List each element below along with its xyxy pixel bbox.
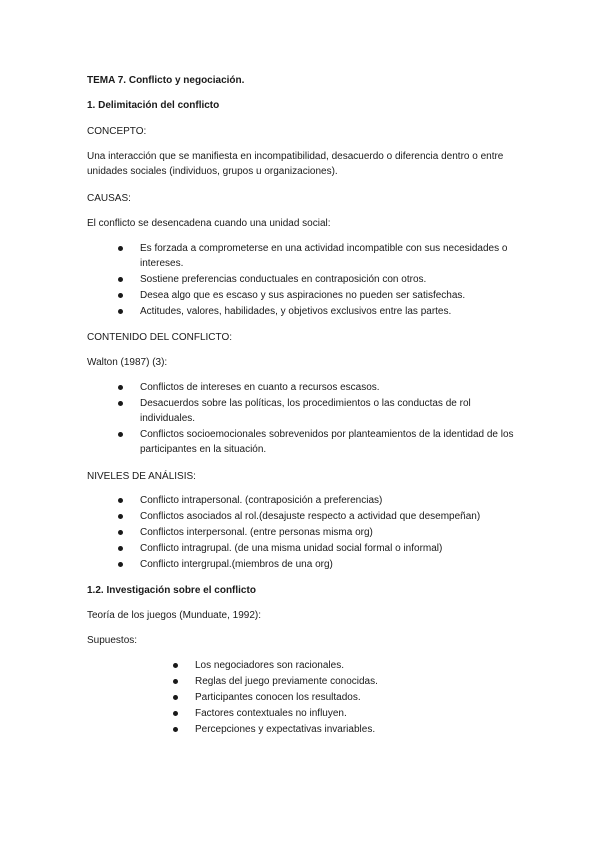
bullet-icon (173, 679, 178, 684)
list-item: Conflicto intergrupal.(miembros de una org) (118, 557, 528, 572)
walton-reference: Walton (1987) (3): (87, 357, 168, 368)
bullet-icon (118, 432, 123, 437)
causas-label: CAUSAS: (87, 193, 131, 204)
bullet-icon (118, 293, 123, 298)
bullet-icon (173, 663, 178, 668)
bullet-icon (173, 695, 178, 700)
causas-intro: El conflicto se desencadena cuando una unidad social: (87, 218, 331, 229)
list-item: Conflicto intragrupal. (de una misma unidad social formal o informal) (118, 541, 528, 556)
list-item: Los negociadores son racionales. (173, 658, 513, 673)
list-item: Conflictos socioemocionales sobrevenidos por planteamientos de la identidad de los participantes en la situación. (118, 427, 518, 457)
list-item: Desea algo que es escaso y sus aspiraciones no pueden ser satisfechas. (118, 288, 518, 303)
list-item: Percepciones y expectativas invariables. (173, 722, 513, 737)
section-1-2-heading: 1.2. Investigación sobre el conflicto (87, 585, 256, 596)
list-item: Desacuerdos sobre las políticas, los procedimientos o las conductas de rol individuales. (118, 396, 518, 426)
list-item: Factores contextuales no influyen. (173, 706, 513, 721)
bullet-icon (118, 514, 123, 519)
bullet-icon (118, 562, 123, 567)
bullet-icon (118, 546, 123, 551)
supuestos-list (173, 658, 513, 738)
list-item: Reglas del juego previamente conocidas. (173, 674, 513, 689)
list-item: Sostiene preferencias conductuales en contraposición con otros. (118, 272, 518, 287)
bullet-icon (118, 309, 123, 314)
bullet-icon (118, 498, 123, 503)
list-item: Conflicto intrapersonal. (contraposición a preferencias) (118, 493, 528, 508)
bullet-icon (118, 277, 123, 282)
causas-list (118, 241, 518, 320)
bullet-icon (173, 711, 178, 716)
bullet-icon (118, 530, 123, 535)
list-item: Actitudes, valores, habilidades, y objetivos exclusivos entre las partes. (118, 304, 518, 319)
list-item: Conflictos interpersonal. (entre personas misma org) (118, 525, 528, 540)
bullet-icon (118, 401, 123, 406)
contenido-label: CONTENIDO DEL CONFLICTO: (87, 332, 233, 343)
list-item: Conflictos asociados al rol.(desajuste respecto a actividad que desempeñan) (118, 509, 528, 524)
bullet-icon (118, 385, 123, 390)
list-item: Conflictos de intereses en cuanto a recursos escasos. (118, 380, 518, 395)
niveles-list (118, 493, 528, 573)
bullet-icon (118, 246, 123, 251)
list-item: Es forzada a comprometerse en una actividad incompatible con sus necesidades o intereses. (118, 241, 518, 271)
supuestos-label: Supuestos: (87, 635, 138, 646)
teoria-juegos: Teoría de los juegos (Munduate, 1992): (87, 610, 261, 621)
niveles-label: NIVELES DE ANÁLISIS: (87, 471, 196, 482)
concepto-paragraph: Una interacción que se manifiesta en incompatibilidad, desacuerdo o diferencia dentro o entre unidades sociales (individuos, grupos u organizaciones). (87, 151, 504, 177)
document-title: TEMA 7. Conflicto y negociación. (87, 75, 245, 86)
bullet-icon (173, 727, 178, 732)
section-1-heading: 1. Delimitación del conflicto (87, 100, 220, 111)
concepto-label: CONCEPTO: (87, 126, 147, 137)
contenido-list (118, 380, 518, 458)
list-item: Participantes conocen los resultados. (173, 690, 513, 705)
